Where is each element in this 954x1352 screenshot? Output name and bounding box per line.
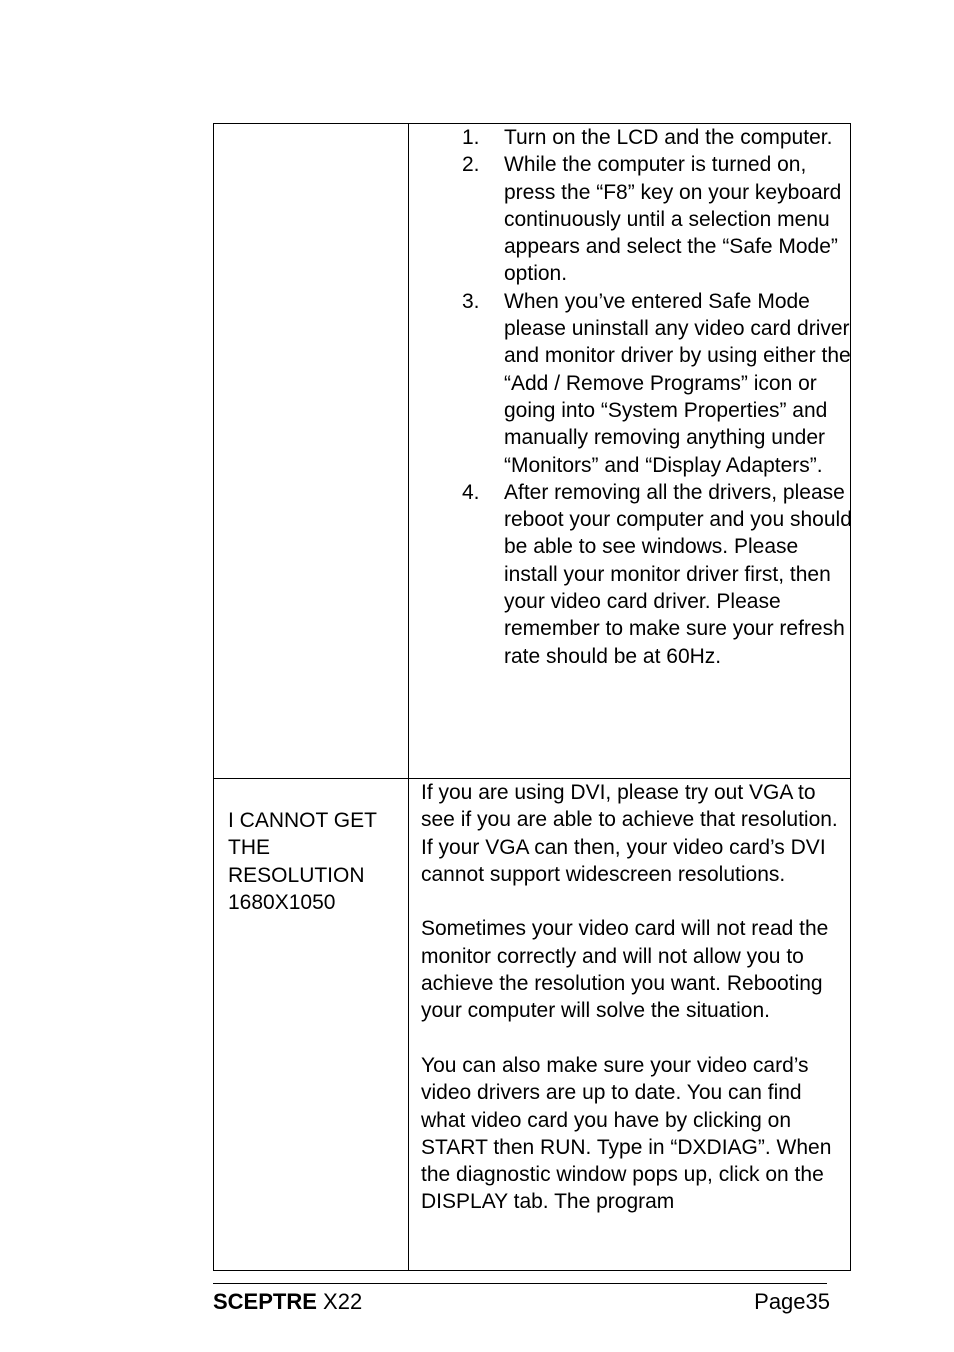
- list-item: [462, 479, 852, 670]
- step-number: 3.: [462, 289, 480, 313]
- answer-paragraph: You can also make sure your video card’s video drivers are up to date. You can find what video card you have by clicking on START then RUN. Type in “DXDIAG”. When the diagnostic window pops up, click on the DISPLAY tab. The program: [421, 1053, 832, 1214]
- step-number: 4.: [462, 480, 480, 504]
- footer-rule: [213, 1283, 827, 1284]
- page-number: Page35: [754, 1289, 830, 1314]
- step-text: While the computer is turned on, press the “F8” key on your keyboard continuously until a selection menu appears and select the “Safe Mode” option.: [504, 153, 842, 286]
- step-number: 2.: [462, 153, 480, 177]
- safe-mode-steps-list: [462, 124, 852, 670]
- list-item: [462, 124, 852, 151]
- footer-brand: [213, 1288, 362, 1316]
- answer-paragraph: Sometimes your video card will not read the monitor correctly and will not allow you to achieve the resolution you want. Rebooting your computer will solve the situation.: [421, 917, 829, 1023]
- list-item: [462, 151, 852, 287]
- step-number: 1.: [462, 126, 480, 149]
- step-text: When you’ve entered Safe Mode please uninstall any video card driver and monitor driver by using either the “Add / Remove Programs” icon or going into “System Properties” and manually removing anything under “Monitors” and “Display Adapters”.: [504, 289, 851, 477]
- column-divider: [408, 124, 409, 1270]
- answer-paragraph: If you are using DVI, please try out VGA to see if you are able to achieve that resolution. If your VGA can then, your video card’s DVI cannot support widescreen resolutions.: [421, 781, 838, 886]
- list-item: [462, 288, 852, 479]
- step-text: After removing all the drivers, please reboot your computer and you should be able to see windows. Please install your monitor driver first, then your video card driver. Please remember to make sure your refresh rate should be at 60Hz.: [504, 480, 852, 668]
- model-name: X22: [316, 1289, 363, 1314]
- troubleshooting-table: [213, 123, 851, 1271]
- resolution-answer: [421, 779, 846, 1216]
- brand-name: SCEPTRE: [213, 1289, 317, 1314]
- issue-title: I CANNOT GET THE RESOLUTION 1680X1050: [228, 809, 377, 914]
- step-text: Turn on the LCD and the computer.: [504, 126, 833, 149]
